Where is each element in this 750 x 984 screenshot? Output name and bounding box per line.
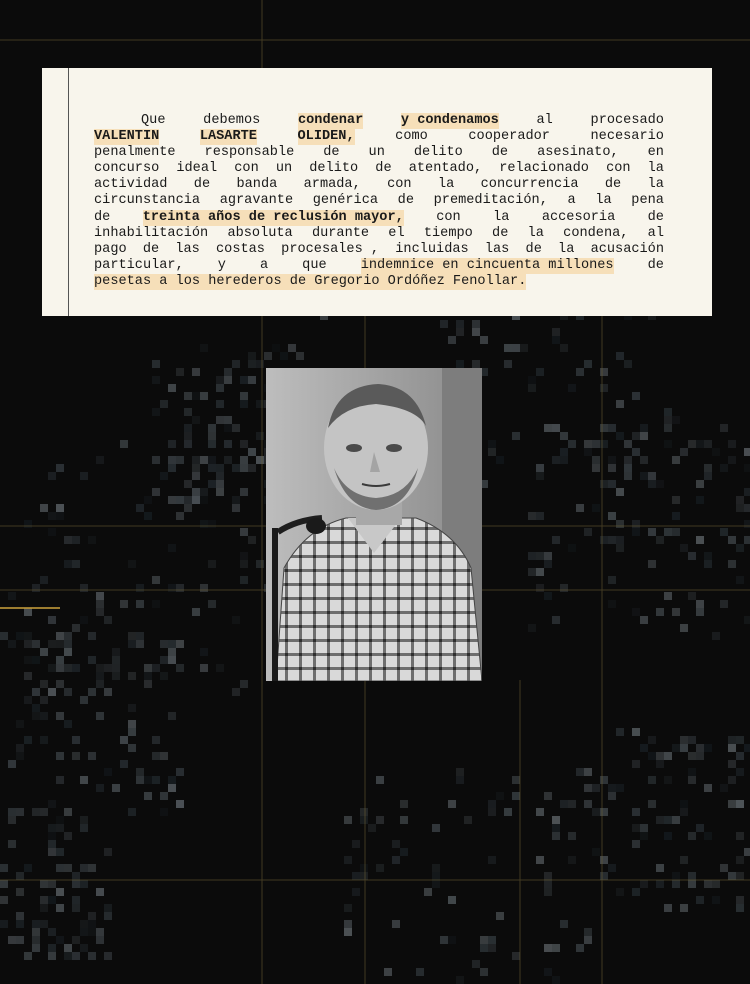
document-word: responsable xyxy=(204,145,295,161)
document-line xyxy=(94,113,664,129)
document-word: relacionado xyxy=(499,161,589,177)
document-word: de xyxy=(193,177,211,193)
document-word: incluidas xyxy=(395,241,469,257)
highlighted-text: VALENTIN xyxy=(94,129,160,145)
highlighted-text: condenar xyxy=(297,113,364,128)
document-word: actividad xyxy=(94,177,168,193)
document-word: debemos xyxy=(203,113,261,128)
document-word: procesales , xyxy=(281,241,380,257)
highlighted-text: LASARTE xyxy=(199,129,257,145)
document-word: de xyxy=(604,177,622,193)
document-word: un xyxy=(368,145,385,161)
document-word: absoluta xyxy=(227,225,293,241)
document-word: tiempo xyxy=(423,225,473,241)
document-word: cooperador xyxy=(468,129,550,145)
document-word: un xyxy=(275,161,293,177)
document-word: agravante xyxy=(219,193,294,209)
document-word: acusación xyxy=(590,241,664,257)
document-line xyxy=(94,145,664,161)
document-line xyxy=(94,274,664,290)
document-word: la xyxy=(558,241,575,257)
document-word: banda xyxy=(236,177,278,193)
document-word: costas xyxy=(216,241,265,257)
document-word: necesario xyxy=(590,129,664,145)
court-document-excerpt xyxy=(42,68,712,316)
document-word: atentado, xyxy=(408,161,483,177)
document-word: las xyxy=(484,241,510,257)
margin-rule xyxy=(68,68,69,316)
document-word: circunstancia xyxy=(94,193,201,209)
document-word: la xyxy=(493,209,510,225)
document-line xyxy=(94,161,664,177)
document-word: pago xyxy=(94,241,127,257)
document-word: con xyxy=(436,209,461,225)
document-word: con xyxy=(234,161,259,177)
document-line xyxy=(94,226,664,242)
highlighted-text: pesetas a los herederos de Gregorio Ordóñez Fenollar. xyxy=(94,273,527,289)
document-word: genérica xyxy=(312,193,379,209)
document-word: procesado xyxy=(590,113,664,128)
document-word: de xyxy=(397,193,414,209)
document-word: al xyxy=(536,113,553,128)
document-word: la xyxy=(647,177,664,193)
document-word: ideal xyxy=(176,161,218,177)
document-word: el xyxy=(388,225,405,241)
document-word: delito xyxy=(413,145,463,161)
document-word: la xyxy=(595,193,612,209)
document-word: con xyxy=(606,161,631,177)
document-word: la xyxy=(437,177,455,193)
document-word: la xyxy=(647,161,664,177)
document-word: a xyxy=(259,257,269,273)
document-word: de xyxy=(375,161,392,177)
document-word: de xyxy=(142,241,160,257)
document-word: de xyxy=(94,209,111,225)
document-word: Que xyxy=(141,113,166,128)
document-line xyxy=(94,129,664,145)
document-word: inhabilitación xyxy=(94,225,209,241)
document-word: las xyxy=(175,241,200,257)
document-word: particular, xyxy=(94,257,184,273)
document-word: con xyxy=(387,177,412,193)
document-word: al xyxy=(647,225,664,241)
document-word: como xyxy=(395,129,428,145)
document-line xyxy=(94,242,664,258)
document-word: concurso xyxy=(94,161,160,177)
document-word: de xyxy=(491,145,509,161)
highlighted-text: indemnice en cincuenta millones xyxy=(360,257,614,273)
document-word: de xyxy=(525,241,542,257)
document-line xyxy=(94,210,664,226)
document-word: de xyxy=(647,209,664,225)
highlighted-text: OLIDEN, xyxy=(297,129,355,145)
document-word: a xyxy=(567,193,576,209)
document-word: concurrencia xyxy=(480,177,579,193)
portrait-photo xyxy=(266,368,482,681)
highlighted-text: y condenamos xyxy=(400,113,499,128)
document-word: asesinato, xyxy=(537,145,619,161)
document-word: accesoria xyxy=(541,209,616,225)
document-word: y xyxy=(217,257,226,273)
document-word: penalmente xyxy=(94,145,176,161)
document-line xyxy=(94,177,664,193)
document-word: en xyxy=(647,145,664,161)
document-word: de xyxy=(647,257,664,273)
document-word: la xyxy=(527,225,544,241)
document-word: de xyxy=(323,145,340,161)
document-word: premeditación, xyxy=(433,193,548,209)
highlighted-text: treinta años de reclusión mayor, xyxy=(142,209,404,225)
document-line xyxy=(94,258,664,274)
document-word: armada, xyxy=(303,177,361,193)
document-word: delito xyxy=(309,161,359,177)
document-word: pena xyxy=(631,193,664,209)
document-word: condena, xyxy=(563,225,629,241)
document-word: que xyxy=(302,257,327,273)
sentence-paragraph xyxy=(94,113,664,290)
document-word: durante xyxy=(311,225,370,241)
document-line xyxy=(94,193,664,209)
document-word: de xyxy=(492,225,509,241)
